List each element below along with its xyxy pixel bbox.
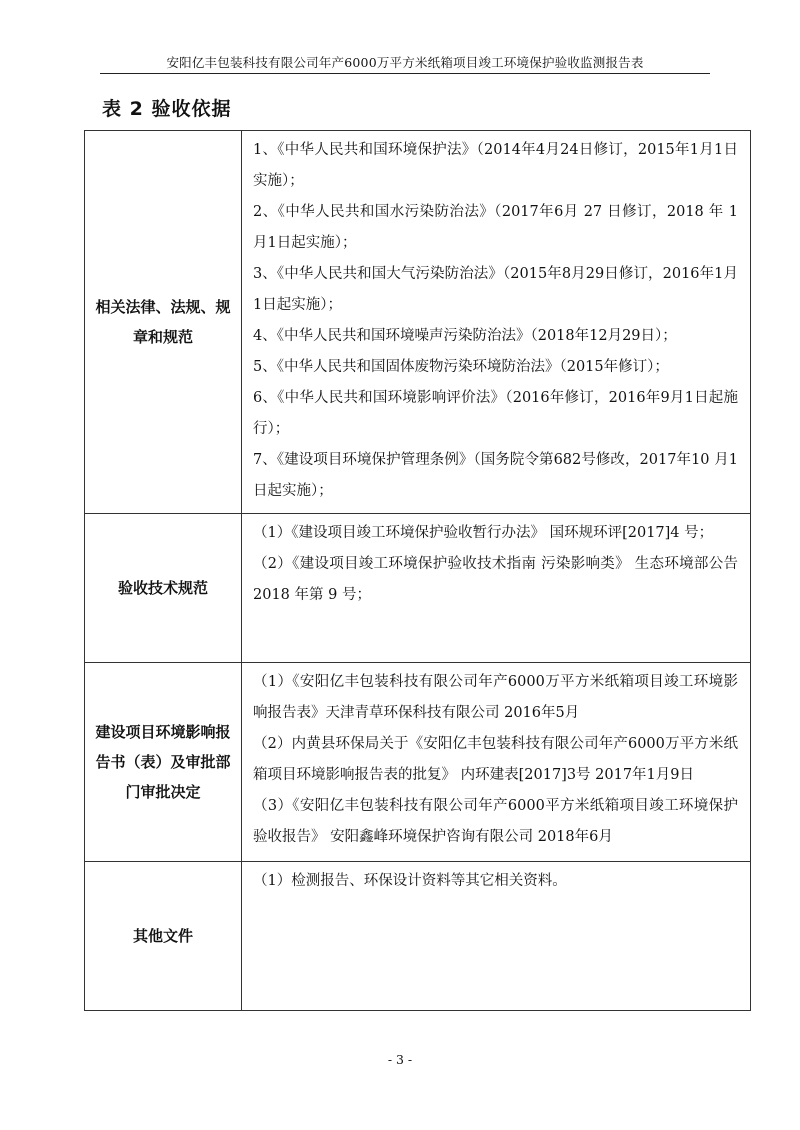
list-item: 5、《中华人民共和国固体废物污染环境防治法》（2015年修订）； [253, 359, 669, 375]
list-item: 2、《中华人民共和国水污染防治法》（2017年6月 27 日修订，2018 年 1月1日起实施）； [253, 204, 738, 251]
row-label-laws: 相关法律、法规、规章和规范 [85, 131, 242, 514]
list-item: 3、《中华人民共和国大气污染防治法》（2015年8月29日修订，2016年1月1日起实施）； [253, 266, 738, 313]
list-item: （1）《建设项目竣工环境保护验收暂行办法》 国环规环评[2017]4 号； [253, 525, 714, 541]
table-row-laws [85, 131, 751, 514]
row-label-eia-reports: 建设项目环境影响报告书（表）及审批部门审批决定 [85, 663, 242, 862]
list-item: （1）检测报告、环保设计资料等其它相关资料。 [253, 873, 567, 889]
list-item: （3）《安阳亿丰包装科技有限公司年产6000平方米纸箱项目竣工环境保护验收报告》 安阳鑫峰环境保护咨询有限公司 2018年6月 [253, 798, 738, 845]
table-title: 表 2 验收依据 [102, 98, 232, 120]
header-rule [100, 73, 710, 74]
table-row-tech-specs [85, 514, 751, 663]
list-item: （1）《安阳亿丰包装科技有限公司年产6000万平方米纸箱项目竣工环境影响报告表》天津青草环保科技有限公司 2016年5月 [253, 674, 738, 721]
row-content-other-docs [242, 862, 751, 1011]
list-item: 4、《中华人民共和国环境噪声污染防治法》（2018年12月29日）； [253, 328, 677, 344]
row-content-tech-specs [242, 514, 751, 663]
acceptance-basis-table [84, 130, 751, 1011]
row-content-laws [242, 131, 751, 514]
list-item: （2）《建设项目竣工环境保护验收技术指南 污染影响类》 生态环境部公告 2018 年第 9 号； [253, 556, 738, 603]
row-label-other-docs: 其他文件 [85, 862, 242, 1011]
list-item: （2）内黄县环保局关于《安阳亿丰包装科技有限公司年产6000万平方米纸箱项目环境影响报告表的批复》 内环建表[2017]3号 2017年1月9日 [253, 736, 738, 783]
list-item: 7、《建设项目环境保护管理条例》（国务院令第682号修改，2017年10 月1日起实施）； [253, 452, 738, 499]
row-content-eia-reports [242, 663, 751, 862]
row-label-tech-specs: 验收技术规范 [85, 514, 242, 663]
list-item: 6、《中华人民共和国环境影响评价法》（2016年修订，2016年9月1日起施行）； [253, 390, 738, 437]
list-item: 1、《中华人民共和国环境保护法》（2014年4月24日修订，2015年1月1日实施）； [253, 142, 738, 189]
table-row-eia-reports [85, 663, 751, 862]
page-number: - 3 - [387, 1052, 413, 1067]
table-row-other-docs [85, 862, 751, 1011]
page-header: 安阳亿丰包装科技有限公司年产6000万平方米纸箱项目竣工环境保护验收监测报告表 [166, 55, 644, 70]
